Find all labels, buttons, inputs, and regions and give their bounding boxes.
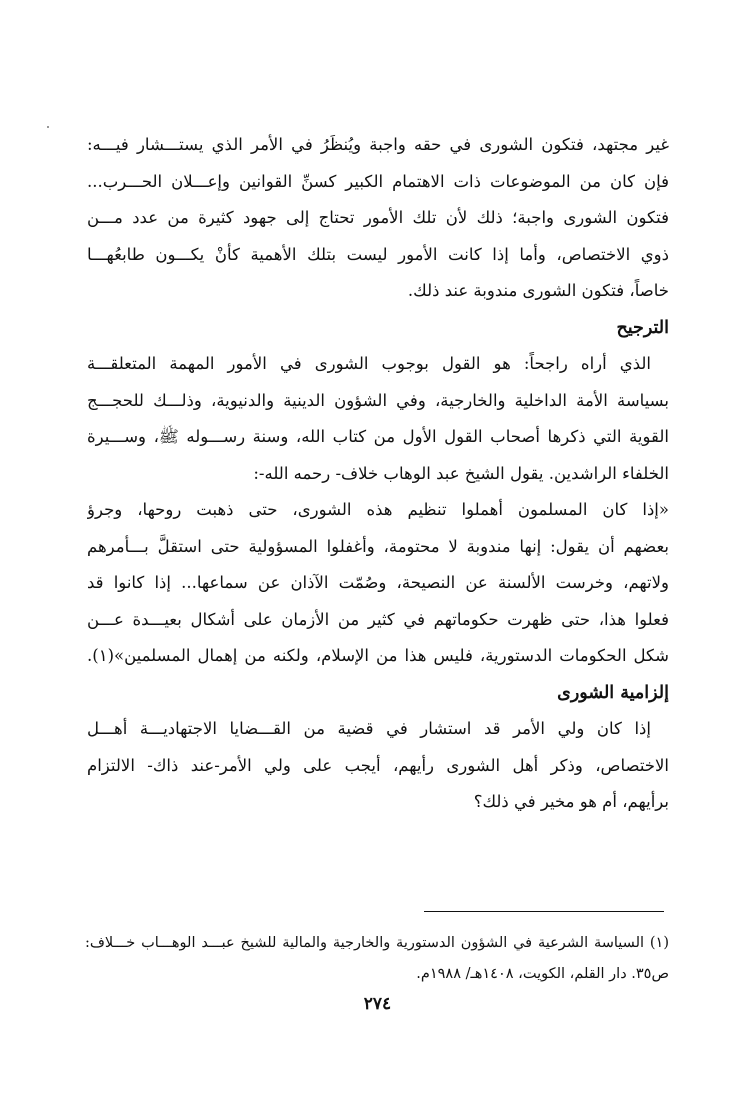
page-number: ٢٧٤ <box>363 994 392 1014</box>
quote-line: فعلوا هذا، حتى ظهرت حكوماتهم في كثير من الأزمان على أشكال بعيـــدة عـــن <box>87 609 669 629</box>
footnote-line: (١) السياسة الشرعية في الشؤون الدستورية والخارجية والمالية للشيخ عبـــد الوهـــاب خـــلاف: <box>85 935 669 951</box>
quote-line: شكل الحكومات الدستورية، فليس هذا من الإسلام، ولكنه من إهمال المسلمين»(١). <box>87 646 669 665</box>
quote-line: ولاتهم، وخرست الألسنة عن النصيحة، وصُمّت الآذان عن سماعها... إذا كانوا قد <box>87 573 669 592</box>
text-line: الذي أراه راجحاً: هو القول بوجوب الشورى في الأمور المهمة المتعلقـــة <box>87 354 651 373</box>
text-line: إذا كان ولي الأمر قد استشار في قضية من القـــضايا الاجتهاديـــة أهـــل <box>87 719 651 738</box>
text-line: ذوي الاختصاص، وأما إذا كانت الأمور ليست بتلك الأهمية كأنْ يكـــون طابعُهـــا <box>87 244 669 264</box>
text-line: بسياسة الأمة الداخلية والخارجية، وفي الشؤون الدينية والدنيوية، وذلـــك للحجـــج <box>87 390 669 410</box>
footnote-line: ص٣٥. دار القلم، الكويت، ١٤٠٨هـ/ ١٩٨٨م. <box>416 966 669 982</box>
text-line: فتكون الشورى واجبة؛ ذلك لأن تلك الأمور تحتاج إلى جهود كثيرة من عدد مـــن <box>87 208 669 227</box>
text-line: الخلفاء الراشدين. يقول الشيخ عبد الوهاب خلاف- رحمه الله-: <box>253 463 669 483</box>
text-line: القوية التي ذكرها أصحاب القول الأول من كتاب الله، وسنة رســـوله ﷺ، وســـيرة <box>87 427 669 446</box>
section-heading-ilzamiya: إلزامية الشورى <box>557 682 669 703</box>
quote-line: «إذا كان المسلمون أهملوا تنظيم هذه الشورى، حتى ذهبت روحها، وجرؤ <box>87 500 669 519</box>
footnote-divider <box>424 911 664 912</box>
main-text <box>87 127 669 821</box>
scan-speck <box>47 126 49 128</box>
text-line: غير مجتهد، فتكون الشورى في حقه واجبة ويُنظَرُ في الأمر الذي يستـــشار فيـــه: <box>87 135 669 154</box>
quote-line: بعضهم أن يقول: إنها مندوبة لا محتومة، وأغفلوا المسؤولية حتى استقلَّ بـــأمرهم <box>87 536 669 556</box>
text-line: خاصاً، فتكون الشورى مندوبة عند ذلك. <box>407 281 669 300</box>
text-line: فإن كان من الموضوعات ذات الاهتمام الكبير كسنِّ القوانين وإعـــلان الحـــرب... <box>87 171 669 191</box>
section-heading-tarjih: الترجيح <box>616 317 669 338</box>
text-line: الاختصاص، وذكر أهل الشورى رأيهم، أيجب على ولي الأمر-عند ذاك- الالتزام <box>87 755 669 775</box>
footnotes <box>85 928 669 990</box>
text-line: برأيهم، أم هو مخير في ذلك؟ <box>473 792 669 811</box>
